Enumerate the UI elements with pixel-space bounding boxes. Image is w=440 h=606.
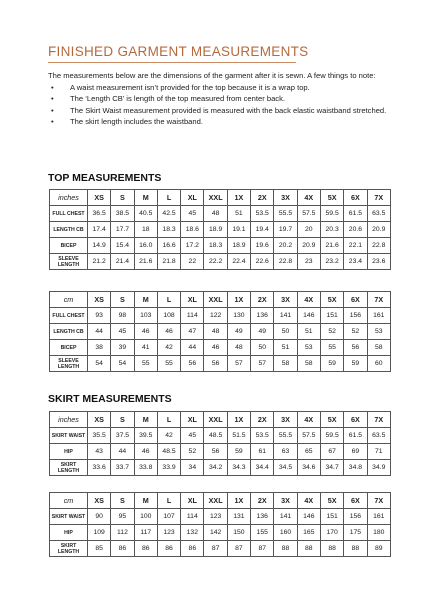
measurement-cell: 67 xyxy=(320,444,343,460)
table-row xyxy=(50,238,391,254)
measurement-cell: 49 xyxy=(251,324,274,340)
measurement-cell: 53 xyxy=(367,324,390,340)
measurement-cell: 20.3 xyxy=(320,222,343,238)
size-header: 5X xyxy=(320,292,343,308)
measurement-cell: 53 xyxy=(297,340,320,356)
unit-header: inches xyxy=(50,412,88,428)
size-header: 4X xyxy=(297,412,320,428)
skirt-inches-table xyxy=(49,411,391,476)
title-underline xyxy=(48,62,296,63)
size-header: 7X xyxy=(367,493,390,509)
measurement-cell: 63.5 xyxy=(367,428,390,444)
row-label: FULL CHEST xyxy=(50,308,88,324)
measurement-cell: 141 xyxy=(274,509,297,525)
measurement-cell: 87 xyxy=(204,541,227,557)
table-row xyxy=(50,509,391,525)
measurement-cell: 22.2 xyxy=(204,254,227,270)
measurement-cell: 33.7 xyxy=(111,460,134,476)
measurement-cell: 114 xyxy=(181,509,204,525)
measurement-cell: 34.8 xyxy=(344,460,367,476)
measurement-cell: 21.2 xyxy=(88,254,111,270)
measurement-cell: 86 xyxy=(111,541,134,557)
measurement-cell: 20 xyxy=(297,222,320,238)
measurement-cell: 39 xyxy=(111,340,134,356)
size-header: 1X xyxy=(227,292,250,308)
measurement-cell: 165 xyxy=(297,525,320,541)
size-header: XS xyxy=(88,292,111,308)
measurement-cell: 54 xyxy=(88,356,111,372)
size-header: 3X xyxy=(274,190,297,206)
header-row xyxy=(50,493,391,509)
note-item xyxy=(48,105,398,117)
measurement-cell: 44 xyxy=(111,444,134,460)
row-label: BICEP xyxy=(50,340,88,356)
measurement-cell: 18.9 xyxy=(227,238,250,254)
size-header: XL xyxy=(181,292,204,308)
size-header: 2X xyxy=(251,292,274,308)
measurement-cell: 170 xyxy=(320,525,343,541)
measurement-cell: 55 xyxy=(320,340,343,356)
measurement-cell: 61.5 xyxy=(344,428,367,444)
measurement-cell: 52 xyxy=(320,324,343,340)
measurement-cell: 180 xyxy=(367,525,390,541)
row-label: FULL CHEST xyxy=(50,206,88,222)
measurement-cell: 22.8 xyxy=(274,254,297,270)
size-header: 5X xyxy=(320,190,343,206)
size-header: 5X xyxy=(320,412,343,428)
measurement-cell: 44 xyxy=(88,324,111,340)
size-header: XXL xyxy=(204,493,227,509)
measurement-cell: 36.5 xyxy=(88,206,111,222)
measurement-cell: 161 xyxy=(367,509,390,525)
measurement-cell: 60 xyxy=(367,356,390,372)
measurement-cell: 42 xyxy=(157,428,180,444)
measurement-cell: 46 xyxy=(204,340,227,356)
row-label: SLEEVE LENGTH xyxy=(50,356,88,372)
measurement-cell: 93 xyxy=(88,308,111,324)
row-label: SKIRT LENGTH xyxy=(50,541,88,557)
page-title: FINISHED GARMENT MEASUREMENTS xyxy=(48,44,309,59)
measurement-cell: 48.5 xyxy=(157,444,180,460)
bullet-icon: • xyxy=(51,82,54,92)
measurement-cell: 46 xyxy=(134,324,157,340)
measurement-cell: 107 xyxy=(157,509,180,525)
size-header: L xyxy=(157,493,180,509)
top-inches-table xyxy=(49,189,391,270)
measurement-cell: 49 xyxy=(227,324,250,340)
measurement-cell: 21.4 xyxy=(111,254,134,270)
size-header: M xyxy=(134,412,157,428)
measurement-cell: 90 xyxy=(88,509,111,525)
measurement-cell: 58 xyxy=(274,356,297,372)
measurement-cell: 34 xyxy=(181,460,204,476)
measurement-cell: 59 xyxy=(344,356,367,372)
measurement-cell: 114 xyxy=(181,308,204,324)
skirt-measurements-heading: SKIRT MEASUREMENTS xyxy=(48,393,172,405)
table-row xyxy=(50,541,391,557)
measurement-cell: 59.5 xyxy=(320,206,343,222)
measurement-cell: 19.6 xyxy=(251,238,274,254)
measurement-cell: 59 xyxy=(320,356,343,372)
size-header: XXL xyxy=(204,190,227,206)
measurement-cell: 100 xyxy=(134,509,157,525)
measurement-cell: 23.2 xyxy=(320,254,343,270)
top-measurements-heading: TOP MEASUREMENTS xyxy=(48,172,162,184)
bullet-icon: • xyxy=(51,117,54,126)
row-label: LENGTH CB xyxy=(50,324,88,340)
measurement-cell: 63.5 xyxy=(367,206,390,222)
row-label: HIP xyxy=(50,444,88,460)
measurement-cell: 69 xyxy=(344,444,367,460)
bullet-icon: • xyxy=(51,105,54,115)
measurement-cell: 22.1 xyxy=(344,238,367,254)
measurement-cell: 87 xyxy=(251,541,274,557)
table-row xyxy=(50,525,391,541)
measurement-cell: 55 xyxy=(157,356,180,372)
measurement-cell: 95 xyxy=(111,509,134,525)
measurement-cell: 86 xyxy=(157,541,180,557)
measurement-cell: 88 xyxy=(320,541,343,557)
measurement-cell: 48 xyxy=(204,206,227,222)
measurement-cell: 54 xyxy=(111,356,134,372)
table-row xyxy=(50,308,391,324)
size-header: M xyxy=(134,292,157,308)
unit-header: cm xyxy=(50,292,88,308)
measurement-cell: 21.6 xyxy=(320,238,343,254)
size-header: XXL xyxy=(204,412,227,428)
row-label: SKIRT LENGTH xyxy=(50,460,88,476)
measurement-cell: 17.4 xyxy=(88,222,111,238)
size-header: 1X xyxy=(227,412,250,428)
table-row xyxy=(50,222,391,238)
size-header: XS xyxy=(88,493,111,509)
measurement-cell: 34.6 xyxy=(297,460,320,476)
measurement-cell: 58 xyxy=(367,340,390,356)
size-header: 2X xyxy=(251,493,274,509)
measurement-cell: 38 xyxy=(88,340,111,356)
measurement-cell: 48.5 xyxy=(204,428,227,444)
unit-header: cm xyxy=(50,493,88,509)
table-row xyxy=(50,254,391,270)
size-header: XL xyxy=(181,493,204,509)
measurement-cell: 142 xyxy=(204,525,227,541)
measurement-cell: 57 xyxy=(251,356,274,372)
measurement-cell: 108 xyxy=(157,308,180,324)
measurement-cell: 155 xyxy=(251,525,274,541)
measurement-cell: 55.5 xyxy=(274,206,297,222)
measurement-cell: 52 xyxy=(181,444,204,460)
note-text: The ‘Length CB’ is length of the top measured from center back. xyxy=(70,94,285,103)
measurement-cell: 58 xyxy=(297,356,320,372)
measurement-cell: 88 xyxy=(274,541,297,557)
measurement-cell: 146 xyxy=(297,509,320,525)
size-header: 3X xyxy=(274,493,297,509)
measurement-cell: 57 xyxy=(227,356,250,372)
measurement-cell: 46 xyxy=(157,324,180,340)
measurement-cell: 51 xyxy=(227,206,250,222)
measurement-cell: 34.2 xyxy=(204,460,227,476)
measurement-cell: 88 xyxy=(344,541,367,557)
measurement-cell: 43 xyxy=(88,444,111,460)
measurement-cell: 89 xyxy=(367,541,390,557)
measurement-cell: 20.9 xyxy=(297,238,320,254)
measurement-cell: 132 xyxy=(181,525,204,541)
measurement-cell: 45 xyxy=(181,206,204,222)
size-header: S xyxy=(111,412,134,428)
measurement-cell: 136 xyxy=(251,308,274,324)
measurement-cell: 141 xyxy=(274,308,297,324)
size-header: 3X xyxy=(274,292,297,308)
note-item xyxy=(48,116,398,128)
size-header: XL xyxy=(181,412,204,428)
row-label: LENGTH CB xyxy=(50,222,88,238)
measurement-cell: 87 xyxy=(227,541,250,557)
measurement-cell: 61.5 xyxy=(344,206,367,222)
row-label: SLEEVE LENGTH xyxy=(50,254,88,270)
measurement-cell: 34.5 xyxy=(274,460,297,476)
measurement-cell: 59 xyxy=(227,444,250,460)
size-header: XS xyxy=(88,190,111,206)
measurement-cell: 17.7 xyxy=(111,222,134,238)
measurement-cell: 45 xyxy=(181,428,204,444)
measurement-cell: 55.5 xyxy=(274,428,297,444)
measurement-cell: 55 xyxy=(134,356,157,372)
measurement-cell: 156 xyxy=(344,509,367,525)
measurement-cell: 53.5 xyxy=(251,206,274,222)
measurement-cell: 18.3 xyxy=(157,222,180,238)
measurement-cell: 22.6 xyxy=(251,254,274,270)
measurement-cell: 18 xyxy=(134,222,157,238)
size-header: 6X xyxy=(344,292,367,308)
unit-header: inches xyxy=(50,190,88,206)
measurement-cell: 161 xyxy=(367,308,390,324)
note-text: A waist measurement isn’t provided for the top because it is a wrap top. xyxy=(70,82,310,92)
size-header: S xyxy=(111,292,134,308)
table-row xyxy=(50,460,391,476)
note-text: The skirt length includes the waistband. xyxy=(70,117,203,126)
measurement-cell: 22.8 xyxy=(367,238,390,254)
row-label: HIP xyxy=(50,525,88,541)
size-header: 2X xyxy=(251,190,274,206)
measurement-cell: 56 xyxy=(181,356,204,372)
size-header: S xyxy=(111,190,134,206)
measurement-cell: 19.1 xyxy=(227,222,250,238)
row-label: SKIRT WAIST xyxy=(50,509,88,525)
measurement-cell: 14.9 xyxy=(88,238,111,254)
measurement-cell: 151 xyxy=(320,308,343,324)
measurement-cell: 52 xyxy=(344,324,367,340)
table-row xyxy=(50,428,391,444)
measurement-cell: 15.4 xyxy=(111,238,134,254)
measurement-cell: 23.6 xyxy=(367,254,390,270)
measurement-cell: 151 xyxy=(320,509,343,525)
size-header: 7X xyxy=(367,412,390,428)
size-header: XS xyxy=(88,412,111,428)
measurement-cell: 103 xyxy=(134,308,157,324)
measurement-cell: 51.5 xyxy=(227,428,250,444)
measurement-cell: 150 xyxy=(227,525,250,541)
table-row xyxy=(50,206,391,222)
size-header: 6X xyxy=(344,493,367,509)
header-row xyxy=(50,190,391,206)
measurement-cell: 42 xyxy=(157,340,180,356)
measurement-cell: 45 xyxy=(111,324,134,340)
measurement-cell: 16.0 xyxy=(134,238,157,254)
note-text: The Skirt Waist measurement provided is measured with the back elastic waistband stretched. xyxy=(70,105,387,115)
size-header: 7X xyxy=(367,292,390,308)
measurement-cell: 21.8 xyxy=(157,254,180,270)
skirt-cm-table xyxy=(49,492,391,557)
measurement-cell: 56 xyxy=(204,444,227,460)
top-cm-table xyxy=(49,291,391,372)
size-header: 1X xyxy=(227,190,250,206)
row-label: BICEP xyxy=(50,238,88,254)
measurement-cell: 34.4 xyxy=(251,460,274,476)
measurement-cell: 51 xyxy=(297,324,320,340)
size-header: 4X xyxy=(297,292,320,308)
measurement-cell: 63 xyxy=(274,444,297,460)
size-header: M xyxy=(134,190,157,206)
measurement-cell: 42.5 xyxy=(157,206,180,222)
measurement-cell: 86 xyxy=(134,541,157,557)
measurement-cell: 22 xyxy=(181,254,204,270)
measurement-cell: 57.5 xyxy=(297,206,320,222)
measurement-cell: 65 xyxy=(297,444,320,460)
measurement-cell: 51 xyxy=(274,340,297,356)
measurement-cell: 48 xyxy=(204,324,227,340)
measurement-cell: 21.6 xyxy=(134,254,157,270)
intro-text: The measurements below are the dimensions of the garment after it is sewn. A few things to note: xyxy=(48,71,376,80)
measurement-cell: 117 xyxy=(134,525,157,541)
size-header: XXL xyxy=(204,292,227,308)
measurement-cell: 156 xyxy=(344,308,367,324)
measurement-cell: 123 xyxy=(157,525,180,541)
size-header: 5X xyxy=(320,493,343,509)
measurement-cell: 17.2 xyxy=(181,238,204,254)
row-label: SKIRT WAIST xyxy=(50,428,88,444)
measurement-cell: 59.5 xyxy=(320,428,343,444)
measurement-cell: 40.5 xyxy=(134,206,157,222)
measurement-cell: 33.9 xyxy=(157,460,180,476)
size-header: 2X xyxy=(251,412,274,428)
measurement-cell: 56 xyxy=(344,340,367,356)
measurement-cell: 23 xyxy=(297,254,320,270)
measurement-cell: 34.3 xyxy=(227,460,250,476)
measurement-cell: 20.6 xyxy=(344,222,367,238)
measurement-cell: 19.7 xyxy=(274,222,297,238)
measurement-cell: 39.5 xyxy=(134,428,157,444)
note-item xyxy=(48,93,398,105)
size-header: XL xyxy=(181,190,204,206)
table-row xyxy=(50,340,391,356)
measurement-cell: 130 xyxy=(227,308,250,324)
measurement-cell: 16.6 xyxy=(157,238,180,254)
measurement-cell: 20.2 xyxy=(274,238,297,254)
size-header: S xyxy=(111,493,134,509)
measurement-cell: 34.9 xyxy=(367,460,390,476)
measurement-cell: 112 xyxy=(111,525,134,541)
measurement-cell: 136 xyxy=(251,509,274,525)
measurement-cell: 175 xyxy=(344,525,367,541)
measurement-cell: 18.9 xyxy=(204,222,227,238)
size-header: M xyxy=(134,493,157,509)
measurement-cell: 34.7 xyxy=(320,460,343,476)
measurement-cell: 22.4 xyxy=(227,254,250,270)
measurement-cell: 86 xyxy=(181,541,204,557)
measurement-cell: 56 xyxy=(204,356,227,372)
table-row xyxy=(50,444,391,460)
size-header: 4X xyxy=(297,493,320,509)
measurement-cell: 109 xyxy=(88,525,111,541)
measurement-cell: 57.5 xyxy=(297,428,320,444)
measurement-cell: 19.4 xyxy=(251,222,274,238)
measurement-cell: 122 xyxy=(204,308,227,324)
measurement-cell: 38.5 xyxy=(111,206,134,222)
measurement-cell: 61 xyxy=(251,444,274,460)
measurement-cell: 88 xyxy=(297,541,320,557)
size-header: 6X xyxy=(344,412,367,428)
measurement-cell: 20.9 xyxy=(367,222,390,238)
measurement-cell: 131 xyxy=(227,509,250,525)
header-row xyxy=(50,292,391,308)
table-row xyxy=(50,356,391,372)
measurement-cell: 123 xyxy=(204,509,227,525)
measurement-cell: 71 xyxy=(367,444,390,460)
measurement-cell: 46 xyxy=(134,444,157,460)
size-header: 7X xyxy=(367,190,390,206)
measurement-cell: 23.4 xyxy=(344,254,367,270)
size-header: L xyxy=(157,292,180,308)
measurement-cell: 37.5 xyxy=(111,428,134,444)
measurement-cell: 44 xyxy=(181,340,204,356)
measurement-cell: 18.6 xyxy=(181,222,204,238)
header-row xyxy=(50,412,391,428)
measurement-cell: 85 xyxy=(88,541,111,557)
measurement-cell: 146 xyxy=(297,308,320,324)
table-row xyxy=(50,324,391,340)
measurement-cell: 41 xyxy=(134,340,157,356)
measurement-cell: 33.6 xyxy=(88,460,111,476)
size-header: 4X xyxy=(297,190,320,206)
measurement-cell: 98 xyxy=(111,308,134,324)
size-header: L xyxy=(157,190,180,206)
intro-block xyxy=(48,70,398,128)
notes-list xyxy=(48,82,398,128)
size-header: 3X xyxy=(274,412,297,428)
measurement-cell: 50 xyxy=(251,340,274,356)
measurement-cell: 18.3 xyxy=(204,238,227,254)
size-header: L xyxy=(157,412,180,428)
measurement-cell: 48 xyxy=(227,340,250,356)
measurement-cell: 33.8 xyxy=(134,460,157,476)
measurement-cell: 35.5 xyxy=(88,428,111,444)
measurement-cell: 160 xyxy=(274,525,297,541)
measurement-cell: 47 xyxy=(181,324,204,340)
size-header: 1X xyxy=(227,493,250,509)
measurement-cell: 53.5 xyxy=(251,428,274,444)
bullet-icon: • xyxy=(51,94,54,103)
size-header: 6X xyxy=(344,190,367,206)
measurement-cell: 50 xyxy=(274,324,297,340)
note-item xyxy=(48,82,398,94)
